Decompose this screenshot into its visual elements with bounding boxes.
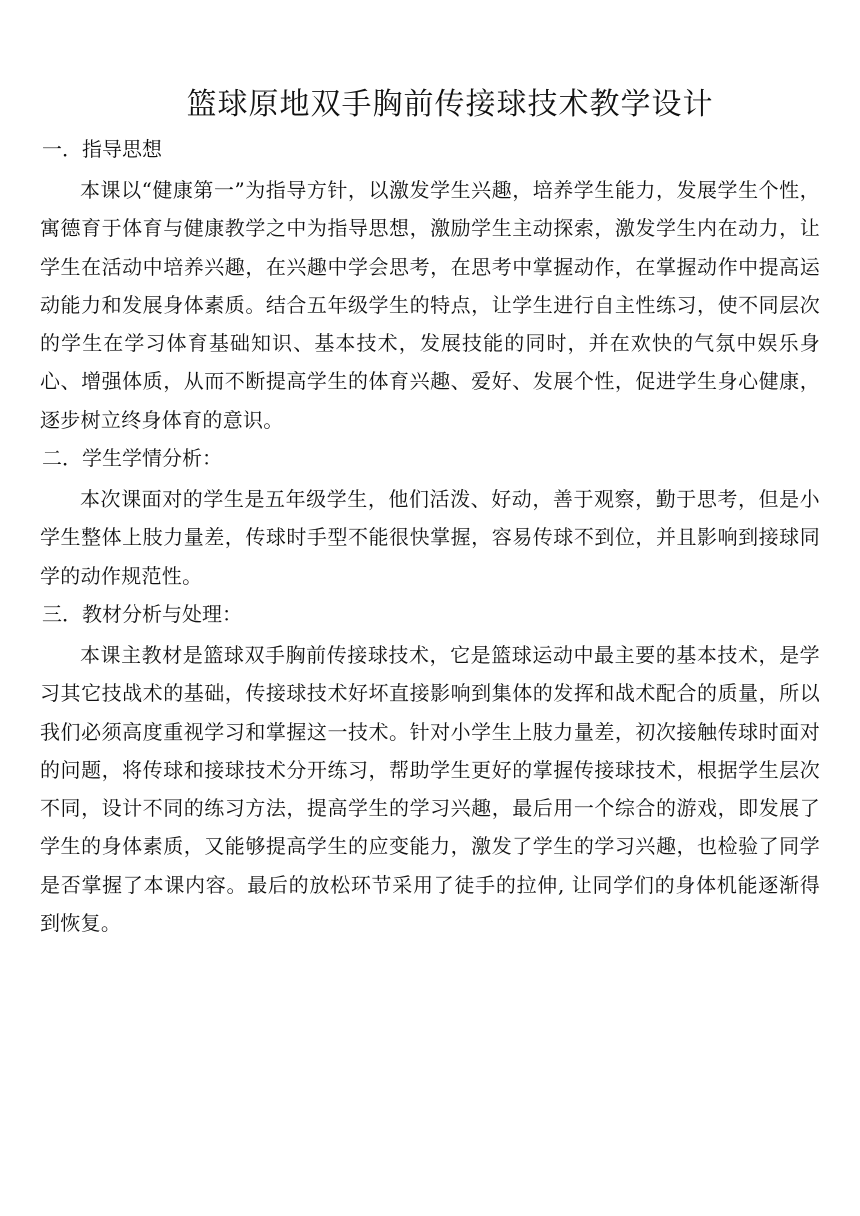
- section-heading-student-analysis: 二．学生学情分析：: [42, 446, 222, 471]
- material-analysis-paragraph: 本课主教材是篮球双手胸前传接球技术，它是篮球运动中最主要的基本技术，是学习其它技战术的基础，传接球技术好坏直接影响到集体的发挥和战术配合的质量，所以我们必须高度重视学习和掌握这一技术。针对小学生上肢力量差，初次接触传球时面对的问题，将传球和接球技术分开练习，帮助学生更好的掌握传接球技术，根据学生层次不同，设计不同的练习方法，提高学生的学习兴趣，最后用一个综合的游戏，即发展了学生的身体素质，又能够提高学生的应变能力，激发了学生的学习兴趣，也检验了同学是否掌握了本课内容。最后的放松环节采用了徒手的拉伸, 让同学们的身体机能逐渐得到恢复。: [40, 642, 820, 936]
- document-page: [40, 80, 820, 942]
- section-heading-guiding-ideology: 一．指导思想: [42, 137, 162, 161]
- student-analysis-paragraph: 本次课面对的学生是五年级学生，他们活泼、好动，善于观察，勤于思考，但是小学生整体上肢力量差，传球时手型不能很快掌握，容易传球不到位，并且影响到接球同学的动作规范性。: [40, 487, 820, 588]
- section-heading-material-analysis: 三．教材分析与处理：: [42, 601, 242, 626]
- document-title: 篮球原地双手胸前传接球技术教学设计: [186, 87, 714, 122]
- guiding-ideology-paragraph: 本课以“健康第一”为指导方针，以激发学生兴趣，培养学生能力，发展学生个性，寓德育于体育与健康教学之中为指导思想，激励学生主动探索，激发学生内在动力，让学生在活动中培养兴趣，在兴趣中学会思考，在思考中掌握动作，在掌握动作中提高运动能力和发展身体素质。结合五年级学生的特点，让学生进行自主性练习，使不同层次的学生在学习体育基础知识、基本技术，发展技能的同时，并在欢快的气氛中娱乐身心、增强体质，从而不断提高学生的体育兴趣、爱好、发展个性，促进学生身心健康，逐步树立终身体育的意识。: [40, 178, 820, 432]
